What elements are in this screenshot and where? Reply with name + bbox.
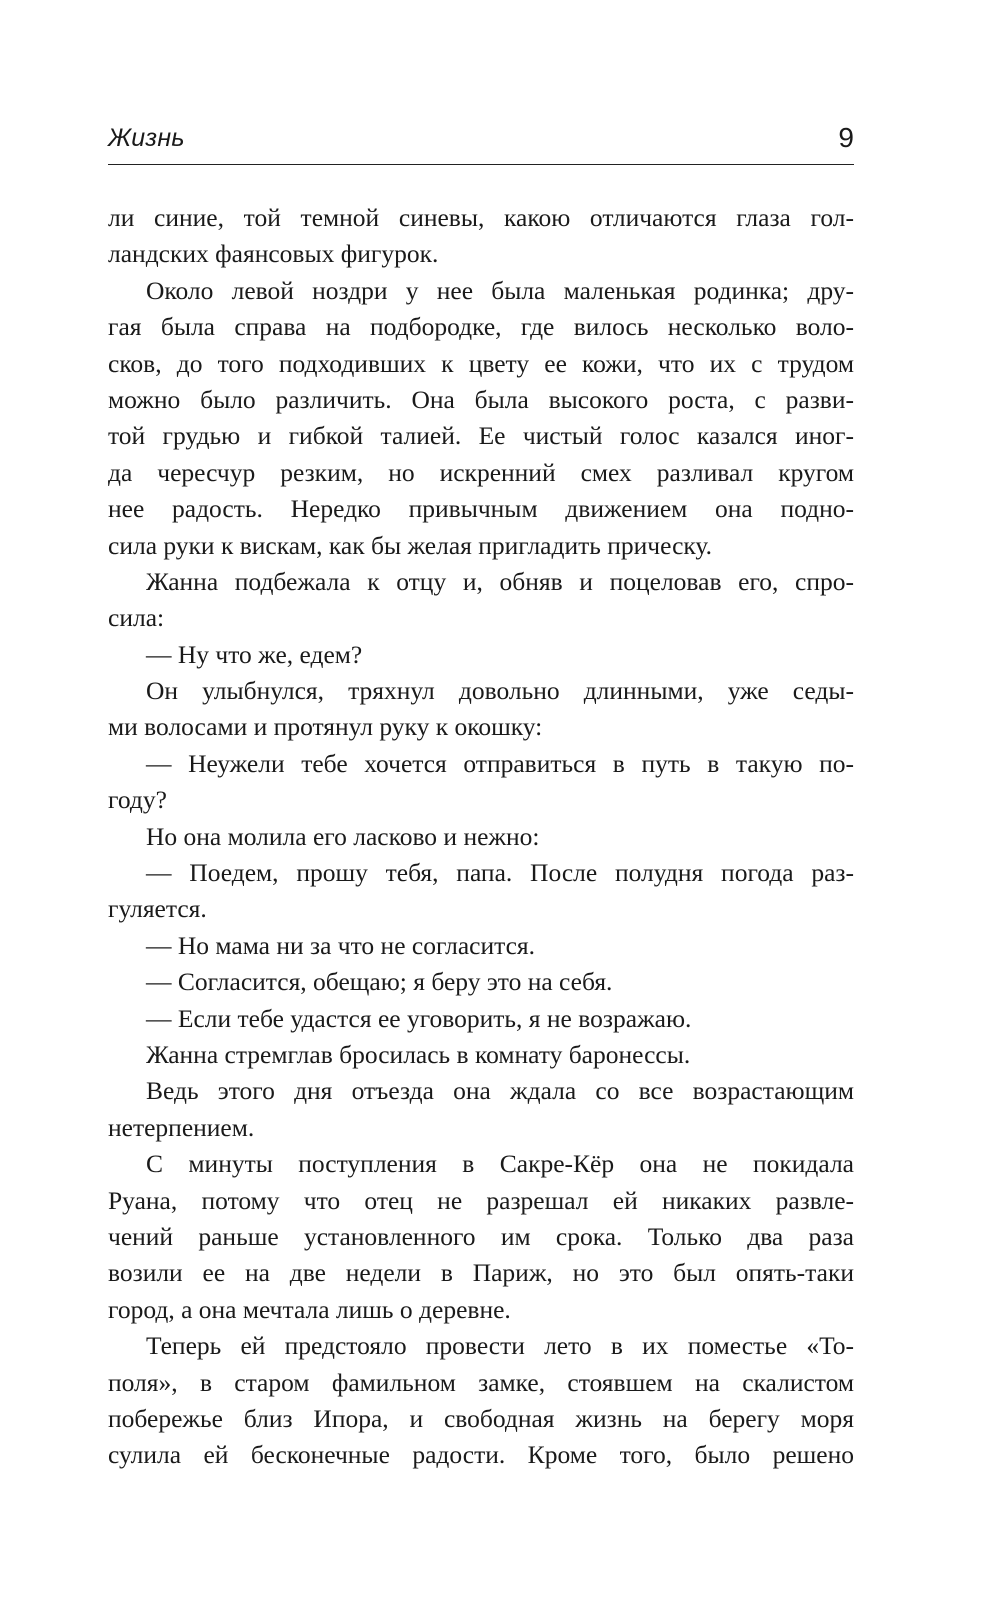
text-line: нее радость. Нередко привычным движением она подно-: [108, 494, 854, 524]
text-line: Жанна стремглав бросилась в комнату баронессы.: [146, 1039, 691, 1069]
text-line: Руана, потому что отец не разрешал ей никаких развле-: [108, 1185, 854, 1215]
body-text: [108, 200, 854, 1474]
text-line: можно было различить. Она была высокого роста, с разви-: [108, 384, 854, 414]
running-title: Жизнь: [108, 124, 185, 152]
page-number: 9: [838, 122, 854, 153]
text-line: — Но мама ни за что не согласится.: [146, 930, 535, 960]
text-line: сков, до того подходивших к цвету ее кожи, что их с трудом: [108, 348, 854, 378]
text-line: Он улыбнулся, тряхнул довольно длинными, уже седы-: [146, 676, 854, 706]
text-line: гуляется.: [108, 894, 207, 924]
text-line: побережье близ Ипора, и свободная жизнь на берегу моря: [108, 1403, 854, 1433]
text-line: да чересчур резким, но искренний смех разливал кругом: [108, 457, 854, 487]
text-line: Жанна подбежала к отцу и, обняв и поцеловав его, спро-: [146, 566, 854, 596]
text-line: году?: [108, 785, 167, 815]
text-line: сила руки к вискам, как бы желая пригладить прическу.: [108, 530, 713, 560]
text-line: Но она молила его ласково и нежно:: [146, 821, 540, 851]
text-line: возили ее на две недели в Париж, но это был опять-таки: [108, 1258, 854, 1288]
text-line: ландских фаянсовых фигурок.: [108, 239, 439, 269]
text-line: ми волосами и протянул руку к окошку:: [108, 712, 543, 742]
text-line: — Ну что же, едем?: [146, 639, 363, 669]
text-line: той грудью и гибкой талией. Ее чистый голос казался иног-: [108, 421, 854, 451]
text-line: — Согласится, обещаю; я беру это на себя.: [146, 967, 613, 997]
text-line: ли синие, той темной синевы, какою отличаются глаза гол-: [108, 203, 854, 232]
text-line: Около левой ноздри у нее была маленькая родинка; дру-: [146, 275, 854, 305]
text-line: С минуты поступления в Сакре-Кёр она не покидала: [146, 1149, 854, 1179]
text-line: сила:: [108, 603, 165, 633]
running-header: [108, 124, 854, 165]
text-line: — Поедем, прошу тебя, папа. После полудня погода раз-: [146, 858, 854, 888]
text-line: Ведь этого дня отъезда она ждала со все возрастающим: [146, 1076, 854, 1106]
text-line: нетерпением.: [108, 1112, 255, 1142]
text-line: — Неужели тебе хочется отправиться в путь в такую по-: [146, 748, 854, 778]
text-line: город, а она мечтала лишь о деревне.: [108, 1294, 511, 1324]
text-line: поля», в старом фамильном замке, стоявшем на скалистом: [108, 1367, 854, 1397]
text-line: гая была справа на подбородке, где вилось несколько воло-: [108, 312, 854, 342]
text-line: сулила ей бесконечные радости. Кроме того, было решено: [108, 1440, 854, 1470]
text-line: — Если тебе удастся ее уговорить, я не возражаю.: [146, 1003, 692, 1033]
text-line: чений раньше установленного им срока. Только два раза: [108, 1221, 854, 1251]
text-line: Теперь ей предстояло провести лето в их поместье «То-: [146, 1331, 854, 1361]
